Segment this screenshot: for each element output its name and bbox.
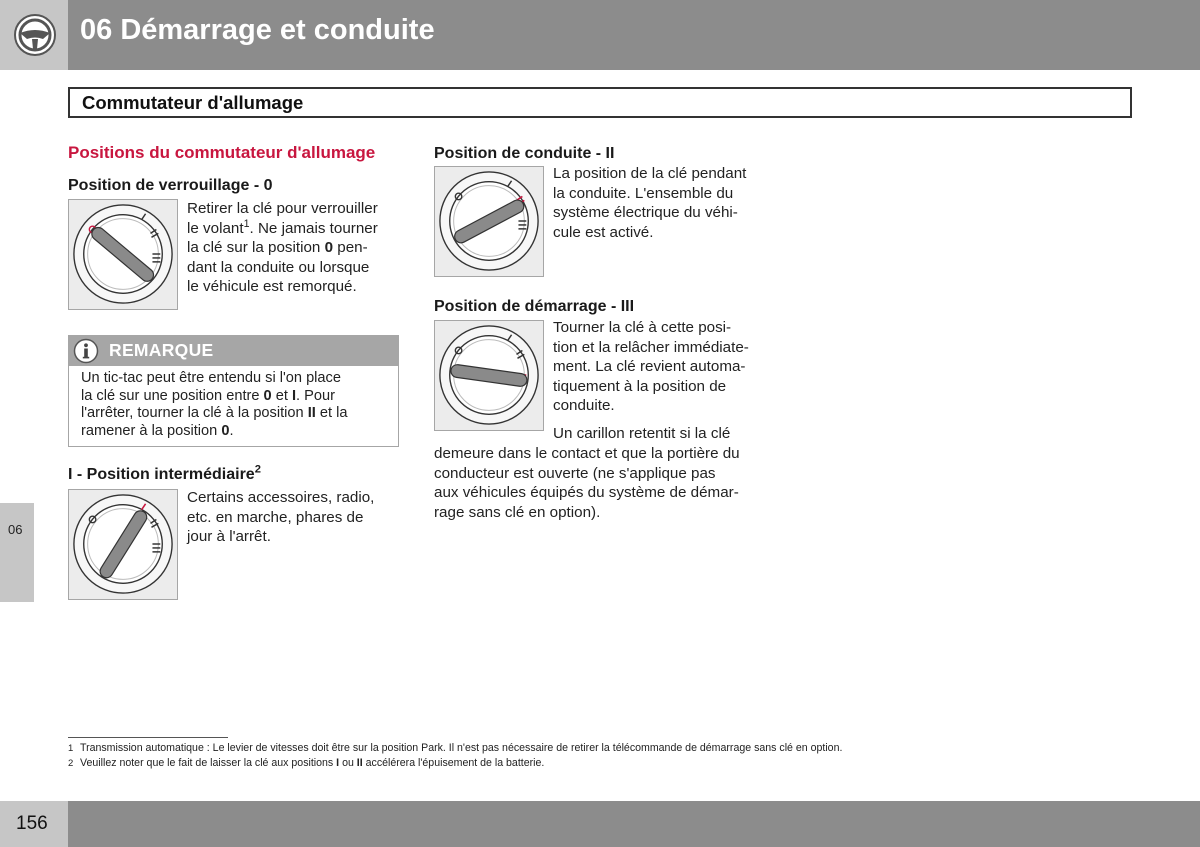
footnote-divider — [68, 737, 228, 738]
left-heading: Positions du commutateur d'allumage — [68, 143, 376, 162]
footnote-1: 1 Transmission automatique : Le levier de vitesses doit être sur la position Park. Il n'est pas nécessaire de retirer la télécommande de démarrage sans clé en option. — [68, 742, 843, 754]
note-header — [69, 336, 398, 366]
start-position-text: Tourner la clé à cette posi- tion et la relâcher immédiate- ment. La clé revient automa- tiquement à la position de conduite. — [553, 319, 749, 415]
note-title: REMARQUE — [109, 340, 214, 360]
chapter-title: 06 Démarrage et conduite — [80, 14, 435, 46]
intermediate-position-title: I - Position intermédiaire$^2$ — [68, 463, 261, 483]
section-title-box — [68, 87, 1132, 118]
chapter-tab — [0, 503, 34, 602]
note-text: Un tic-tac peut être entendu si l'on place la clé sur une position entre 0 et I. Pour l'arrêter, tourner la clé à la position II et la ramener à la position 0. — [81, 370, 348, 439]
ignition-start-position-image — [434, 320, 544, 431]
ignition-dial-icon — [69, 200, 177, 309]
start-position-title: Position de démarrage - III — [434, 298, 635, 315]
note-box — [68, 335, 399, 447]
steering-wheel-icon — [13, 13, 57, 57]
chapter-tab-label: 06 — [8, 522, 23, 537]
drive-position-text: La position de la clé pendant la conduite. L'ensemble du système électrique du véhi- cule est activé. — [553, 165, 747, 241]
section-title: Commutateur d'allumage — [82, 92, 304, 113]
ignition-lock-position-image — [68, 199, 178, 310]
intermediate-position-text: Certains accessoires, radio, etc. en marche, phares de jour à l'arrêt. — [187, 489, 375, 546]
ignition-dial-icon — [435, 167, 543, 276]
footnote-2: 2 Veuillez noter que le fait de laisser la clé aux positions I ou II accélérera l'épuisement de la batterie. — [68, 757, 545, 769]
ignition-intermediate-position-image — [68, 489, 178, 600]
ignition-dial-icon — [435, 321, 543, 430]
ignition-drive-position-image — [434, 166, 544, 277]
ignition-dial-icon — [69, 490, 177, 599]
lock-position-title: Position de verrouillage - 0 — [68, 177, 273, 194]
chime-text-start: Un carillon retentit si la clé — [553, 425, 731, 442]
drive-position-title: Position de conduite - II — [434, 145, 615, 162]
info-icon — [73, 338, 99, 364]
header-logo-area — [0, 0, 68, 70]
chime-text: demeure dans le contact et que la portière du conducteur est ouverte (ne s'applique pas aux véhicules équipés du système de démar- rage sans clé en option). — [434, 445, 740, 521]
footer-bar — [68, 801, 1200, 847]
footer-page-area — [0, 801, 68, 847]
lock-position-text: Retirer la clé pour verrouiller le volant$^1$. Ne jamais tourner la clé sur la position 0 pen- dant la conduite ou lorsque le véhicule est remorqué. — [187, 200, 378, 296]
page-number: 156 — [16, 813, 48, 834]
